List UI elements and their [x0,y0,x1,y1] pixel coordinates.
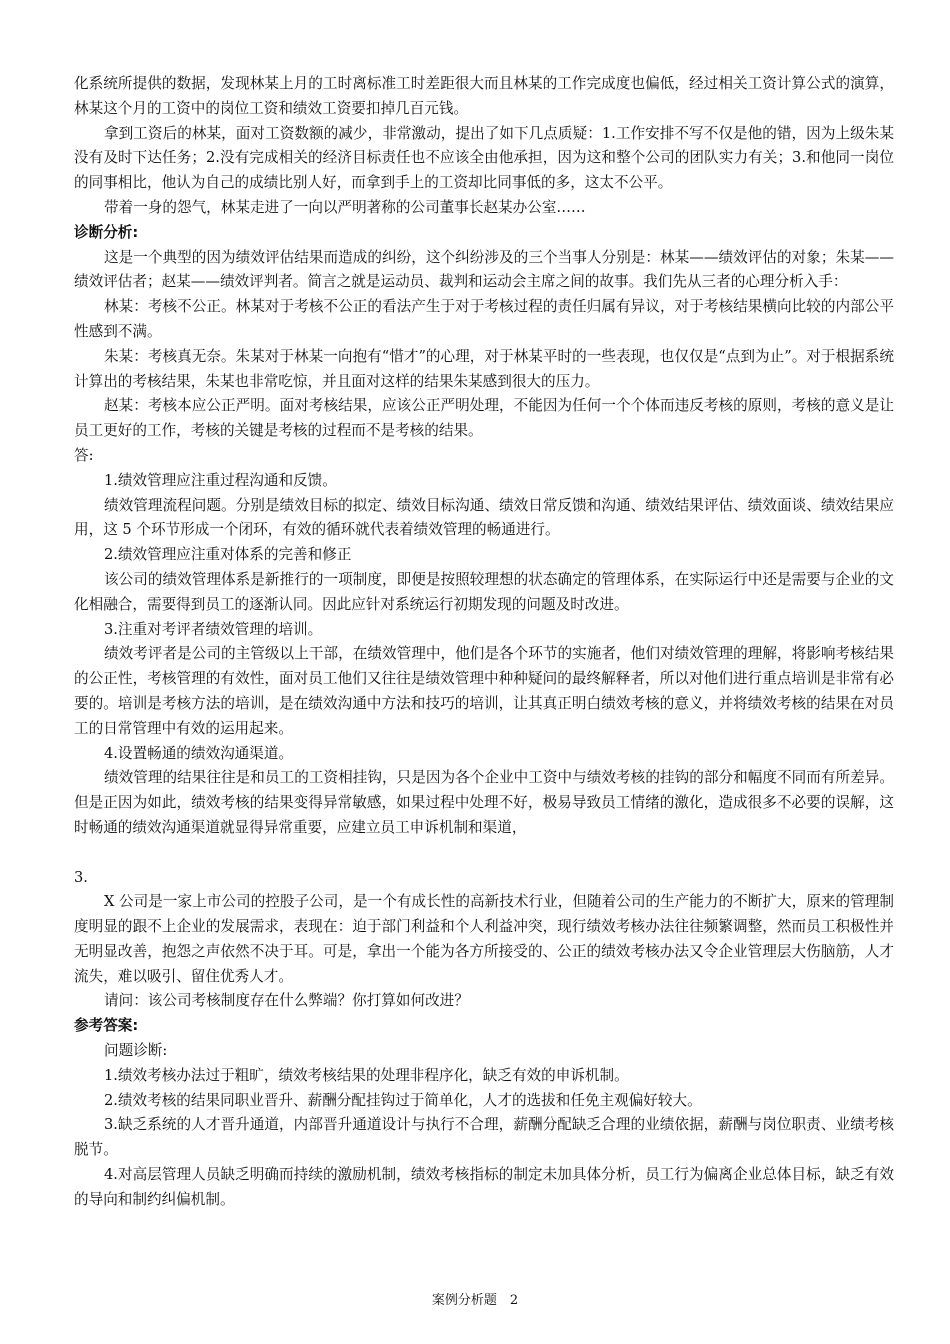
document-page [74,72,894,1213]
paragraph: 3.缺乏系统的人才晋升通道，内部晋升通道设计与执行不合理，薪酬分配缺乏合理的业绩依据，薪酬与岗位职责、业绩考核脱节。 [74,1116,894,1159]
paragraph: 问题诊断: [104,1042,168,1060]
paragraph: 绩效考评者是公司的主管级以上干部，在绩效管理中，他们是各个环节的实施者，他们对绩效管理的理解，将影响考核结果的公正性，考核管理的有效性，面对员工他们又往往是绩效管理中种种疑问的最终解释者，所以对他们进行重点培训是非常有必要的。培训是考核方法的培训，是在绩效沟通中方法和技巧的培训，让其真正明白绩效考核的意义，并将绩效考核的结果在对员工的日常管理中有效的运用起来。 [74,645,894,737]
paragraph: 该公司的绩效管理体系是新推行的一项制度，即便是按照较理想的状态确定的管理体系，在实际运行中还是需要与企业的文化相融合，需要得到员工的逐渐认同。因此应针对系统运行初期发现的问题及时改进。 [74,570,894,613]
paragraph: 绩效管理的结果往往是和员工的工资相挂钩，只是因为各个企业中工资中与绩效考核的挂钩的部分和幅度不同而有所差异。但是正因为如此，绩效考核的结果变得异常敏感，如果过程中处理不好，极易导致员工情绪的激化，造成很多不必要的误解，这时畅通的绩效沟通渠道就显得异常重要，应建立员工申诉机制和渠道， [74,769,894,836]
paragraph: 绩效管理流程问题。分别是绩效目标的拟定、绩效目标沟通、绩效日常反馈和沟通、绩效结果评估、绩效面谈、绩效结果应用，这 5 个环节形成一个闭环，有效的循环就代表着绩效管理的畅通进行。 [74,496,894,539]
paragraph: 1.绩效考核办法过于粗旷，绩效考核结果的处理非程序化，缺乏有效的申诉机制。 [104,1066,629,1084]
paragraph: 化系统所提供的数据，发现林某上月的工时离标准工时差距很大而且林某的工作完成度也偏低，经过相关工资计算公式的演算，林某这个月的工资中的岗位工资和绩效工资要扣掉几百元钱。 [74,75,894,117]
paragraph: 拿到工资后的林某，面对工资数额的减少，非常激动，提出了如下几点质疑：1.工作安排不写不仅是他的错，因为上级朱某没有及时下达任务；2.没有完成相关的经济目标责任也不应该全由他承担，因为这和整个公司的团队实力有关；3.和他同一岗位的同事相比，他认为自己的成绩比别人好，而拿到手上的工资却比同事低的多，这太不公平。 [74,124,894,192]
paragraph: 朱某：考核真无奈。朱某对于林某一向抱有“惜才”的心理，对于林某平时的一些表现，也仅仅是“点到为止”。对于根据系统计算出的考核结果，朱某也非常吃惊，并且面对这样的结果朱某感到很大的压力。 [74,347,894,390]
paragraph: 林某：考核不公正。林某对于考核不公正的看法产生于对于考核过程的责任归属有异议，对于考核结果横向比较的内部公平性感到不满。 [74,298,894,340]
page-footer: 案例分析题 2 [431,1293,519,1308]
paragraph: 4.对高层管理人员缺乏明确而持续的激励机制，绩效考核指标的制定未加具体分析，员工行为偏离企业总体目标，缺乏有效的导向和制约纠偏机制。 [74,1166,894,1208]
diagnosis-heading: 诊断分析: [74,223,139,241]
answer-point-title: 4.设置畅通的绩效沟通渠道。 [104,744,294,762]
case-number: 3. [74,868,88,886]
answer-point-title: 2.绩效管理应注重对体系的完善和修正 [104,546,352,564]
paragraph: 赵某：考核本应公正严明。面对考核结果，应该公正严明处理，不能因为任何一个个体而违反考核的原则，考核的意义是让员工更好的工作，考核的关键是考核的过程而不是考核的结果。 [74,397,894,440]
question: 请问：该公司考核制度存在什么弊端？你打算如何改进？ [104,992,469,1010]
reference-answer-heading: 参考答案: [74,1017,139,1035]
paragraph: 带着一身的怨气，林某走进了一向以严明著称的公司董事长赵某办公室…… [104,198,586,216]
spacer [74,841,894,866]
paragraph: 2.绩效考核的结果同职业晋升、薪酬分配挂钩过于简单化，人才的选拔和任免主观偏好较大。 [104,1091,702,1109]
answer-point-title: 3.注重对考评者绩效管理的培训。 [104,620,323,638]
paragraph: X 公司是一家上市公司的控股子公司，是一个有成长性的高新技术行业，但随着公司的生产能力的不断扩大，原来的管理制度明显的跟不上企业的发展需求，表现在：迫于部门利益和个人利益冲突，现行绩效考核办法往往频繁调整，然而员工积极性并无明显改善，抱怨之声依然不决于耳。可是，拿出一个能为各方所接受的、公正的绩效考核办法又令企业管理层大伤脑筋，人才流失，难以吸引、留住优秀人才。 [74,893,894,985]
answer-label: 答: [74,446,94,464]
paragraph: 这是一个典型的因为绩效评估结果而造成的纠纷，这个纠纷涉及的三个当事人分别是：林某——绩效评估的对象；朱某——绩效评估者；赵某——绩效评判者。简言之就是运动员、裁判和运动会主席之间的故事。我们先从三者的心理分析入手： [74,248,894,291]
answer-point-title: 1.绩效管理应注重过程沟通和反馈。 [104,471,337,489]
